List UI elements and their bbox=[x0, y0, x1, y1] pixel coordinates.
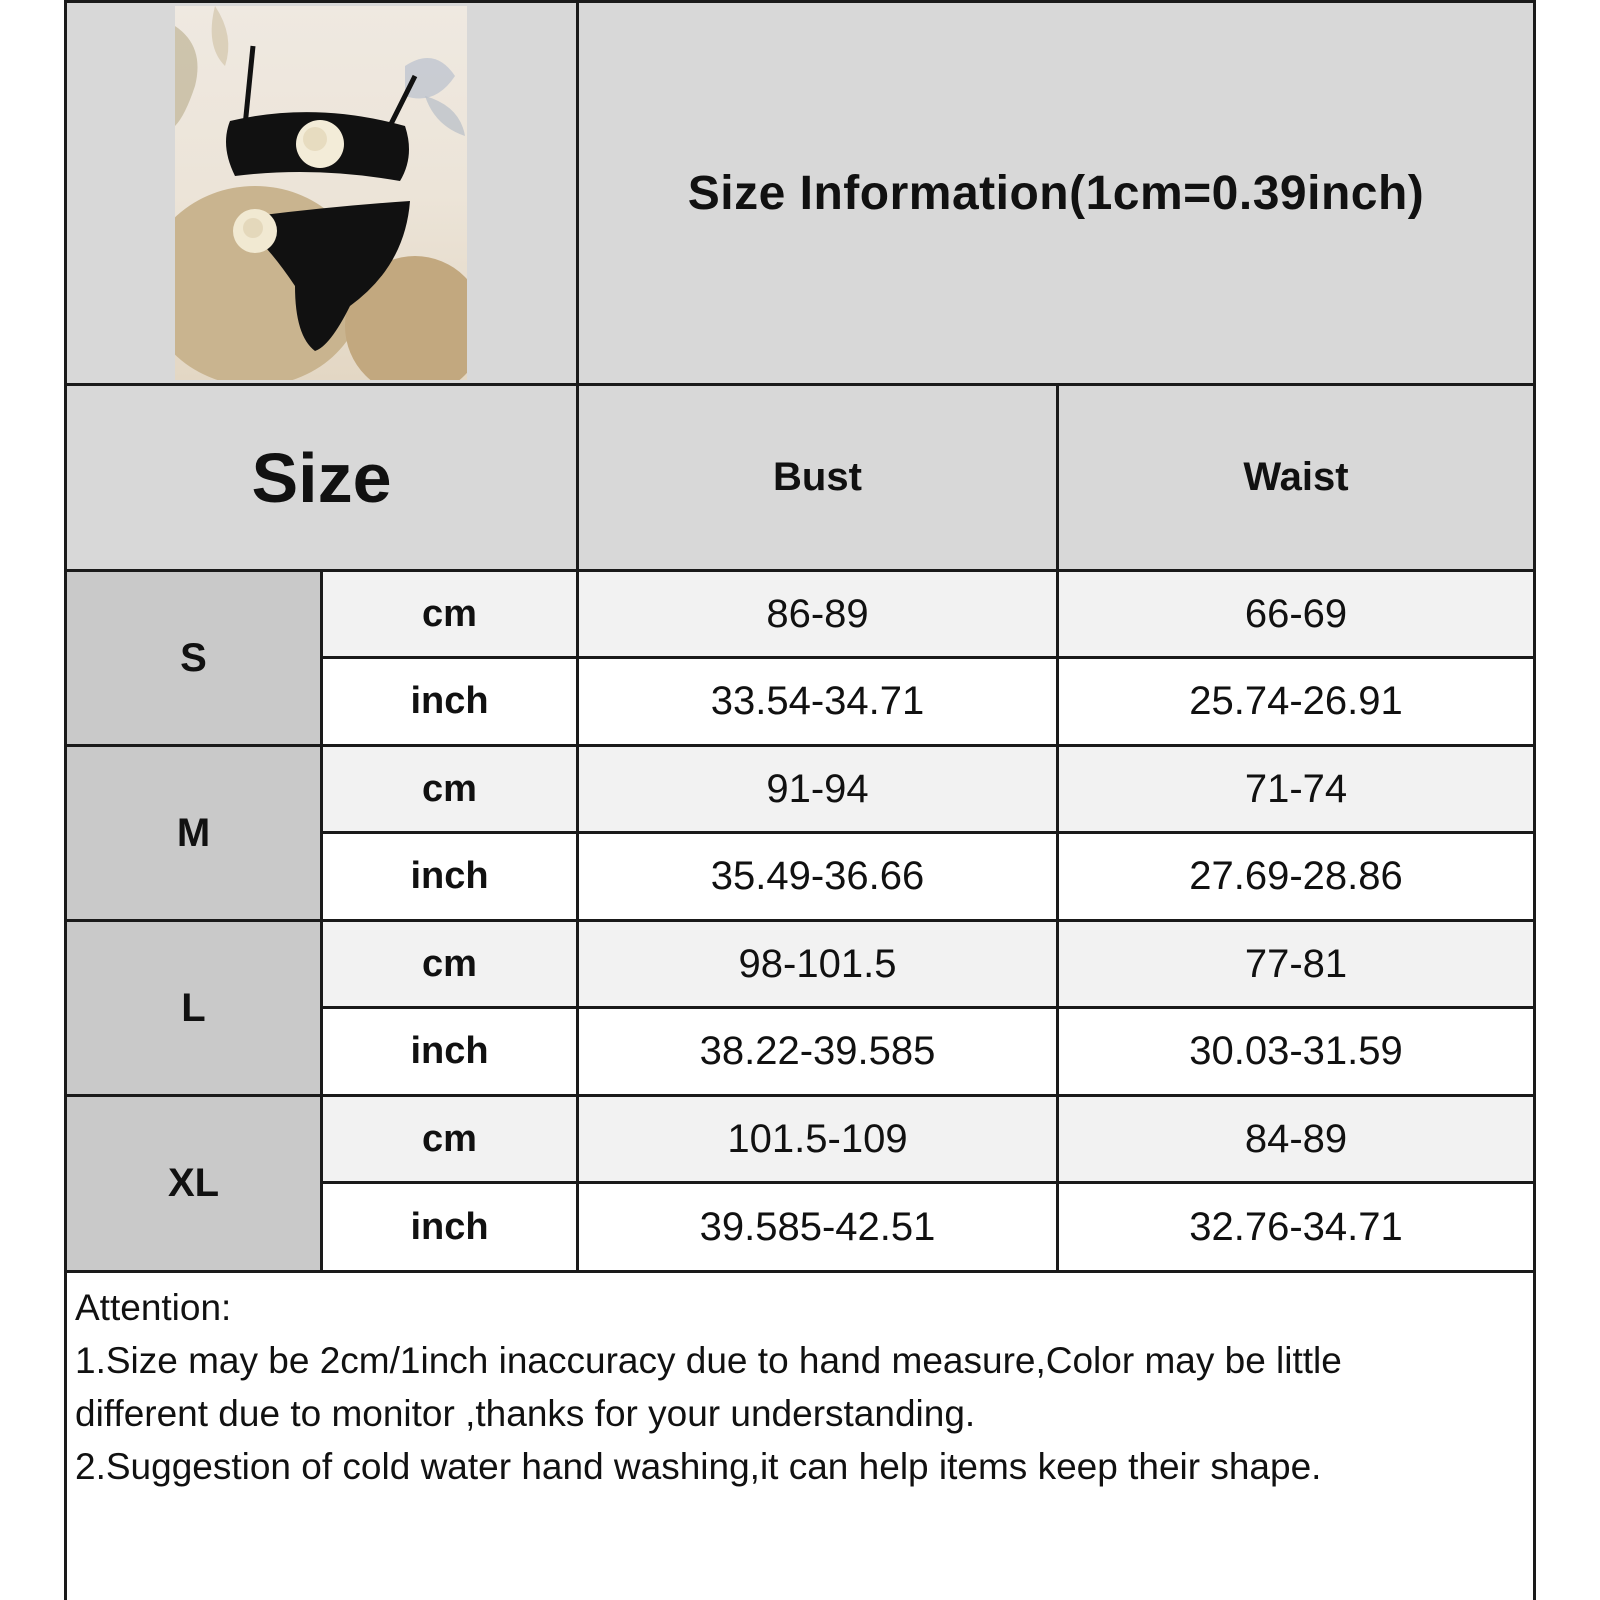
waist-header-cell bbox=[1056, 383, 1536, 572]
attention-notes bbox=[64, 1270, 1536, 1600]
size-label: XL bbox=[167, 1161, 220, 1205]
size-label: L bbox=[181, 985, 206, 1030]
unit-cell bbox=[320, 744, 579, 834]
size-label-cell bbox=[64, 919, 323, 1097]
waist-header: Waist bbox=[1243, 455, 1349, 499]
waist-value: 30.03-31.59 bbox=[1189, 1029, 1403, 1073]
unit-cell bbox=[320, 1181, 579, 1273]
unit-cell bbox=[320, 919, 579, 1009]
size-label-cell bbox=[64, 569, 323, 747]
waist-value-cell bbox=[1056, 656, 1536, 747]
waist-value-cell bbox=[1056, 1094, 1536, 1184]
waist-value-cell bbox=[1056, 1006, 1536, 1097]
notes-line: 1.Size may be 2cm/1inch inaccuracy due to hand measure,Color may be little bbox=[75, 1340, 1342, 1381]
size-label-cell bbox=[64, 1094, 323, 1273]
bust-value-cell bbox=[576, 1006, 1059, 1097]
bust-value: 39.585-42.51 bbox=[699, 1204, 936, 1249]
bust-value: 33.54-34.71 bbox=[710, 679, 925, 723]
unit-label: cm bbox=[422, 592, 477, 635]
waist-value: 71-74 bbox=[1244, 766, 1348, 811]
bust-header: Bust bbox=[773, 455, 862, 499]
waist-value: 66-69 bbox=[1244, 591, 1348, 636]
unit-cell bbox=[320, 1094, 579, 1184]
unit-cell bbox=[320, 569, 579, 659]
bust-value-cell bbox=[576, 744, 1059, 834]
waist-value: 84-89 bbox=[1244, 1116, 1348, 1161]
unit-label: cm bbox=[422, 942, 477, 985]
bust-value-cell bbox=[576, 919, 1059, 1009]
size-header-cell bbox=[64, 383, 579, 572]
waist-value-cell bbox=[1056, 831, 1536, 922]
page-title: Size Information(1cm=0.39inch) bbox=[687, 166, 1425, 220]
waist-value-cell bbox=[1056, 744, 1536, 834]
unit-label: inch bbox=[410, 1205, 489, 1248]
size-label: S bbox=[180, 635, 207, 680]
waist-value: 32.76-34.71 bbox=[1189, 1204, 1403, 1249]
product-photo bbox=[175, 6, 467, 380]
unit-label: inch bbox=[410, 1030, 489, 1072]
bust-value: 38.22-39.585 bbox=[699, 1029, 936, 1073]
waist-value-cell bbox=[1056, 919, 1536, 1009]
size-label: M bbox=[176, 810, 211, 855]
size-label-cell bbox=[64, 744, 323, 922]
waist-value: 27.69-28.86 bbox=[1189, 854, 1403, 898]
bust-value: 101.5-109 bbox=[727, 1116, 908, 1161]
bust-value-cell bbox=[576, 831, 1059, 922]
unit-label: cm bbox=[422, 767, 477, 810]
bust-value: 35.49-36.66 bbox=[710, 854, 925, 898]
unit-cell bbox=[320, 656, 579, 747]
bikini-image bbox=[175, 6, 467, 380]
waist-value: 77-81 bbox=[1244, 941, 1348, 986]
unit-cell bbox=[320, 831, 579, 922]
bust-value-cell bbox=[576, 1181, 1059, 1273]
waist-value-cell bbox=[1056, 569, 1536, 659]
notes-line: 2.Suggestion of cold water hand washing,it can help items keep their shape. bbox=[75, 1446, 1322, 1487]
bust-value-cell bbox=[576, 1094, 1059, 1184]
unit-label: cm bbox=[422, 1117, 477, 1160]
bust-value: 98-101.5 bbox=[738, 941, 897, 986]
waist-value: 25.74-26.91 bbox=[1189, 679, 1403, 723]
unit-label: inch bbox=[410, 855, 489, 897]
notes-line: different due to monitor ,thanks for your understanding. bbox=[75, 1393, 976, 1434]
bust-value-cell bbox=[576, 656, 1059, 747]
size-header: Size bbox=[251, 438, 392, 517]
unit-cell bbox=[320, 1006, 579, 1097]
waist-value-cell bbox=[1056, 1181, 1536, 1273]
unit-label: inch bbox=[410, 680, 489, 722]
title-cell bbox=[576, 0, 1536, 386]
bust-header-cell bbox=[576, 383, 1059, 572]
bust-value-cell bbox=[576, 569, 1059, 659]
bust-value: 91-94 bbox=[766, 766, 869, 811]
notes-heading: Attention: bbox=[75, 1287, 232, 1328]
bust-value: 86-89 bbox=[766, 591, 869, 636]
